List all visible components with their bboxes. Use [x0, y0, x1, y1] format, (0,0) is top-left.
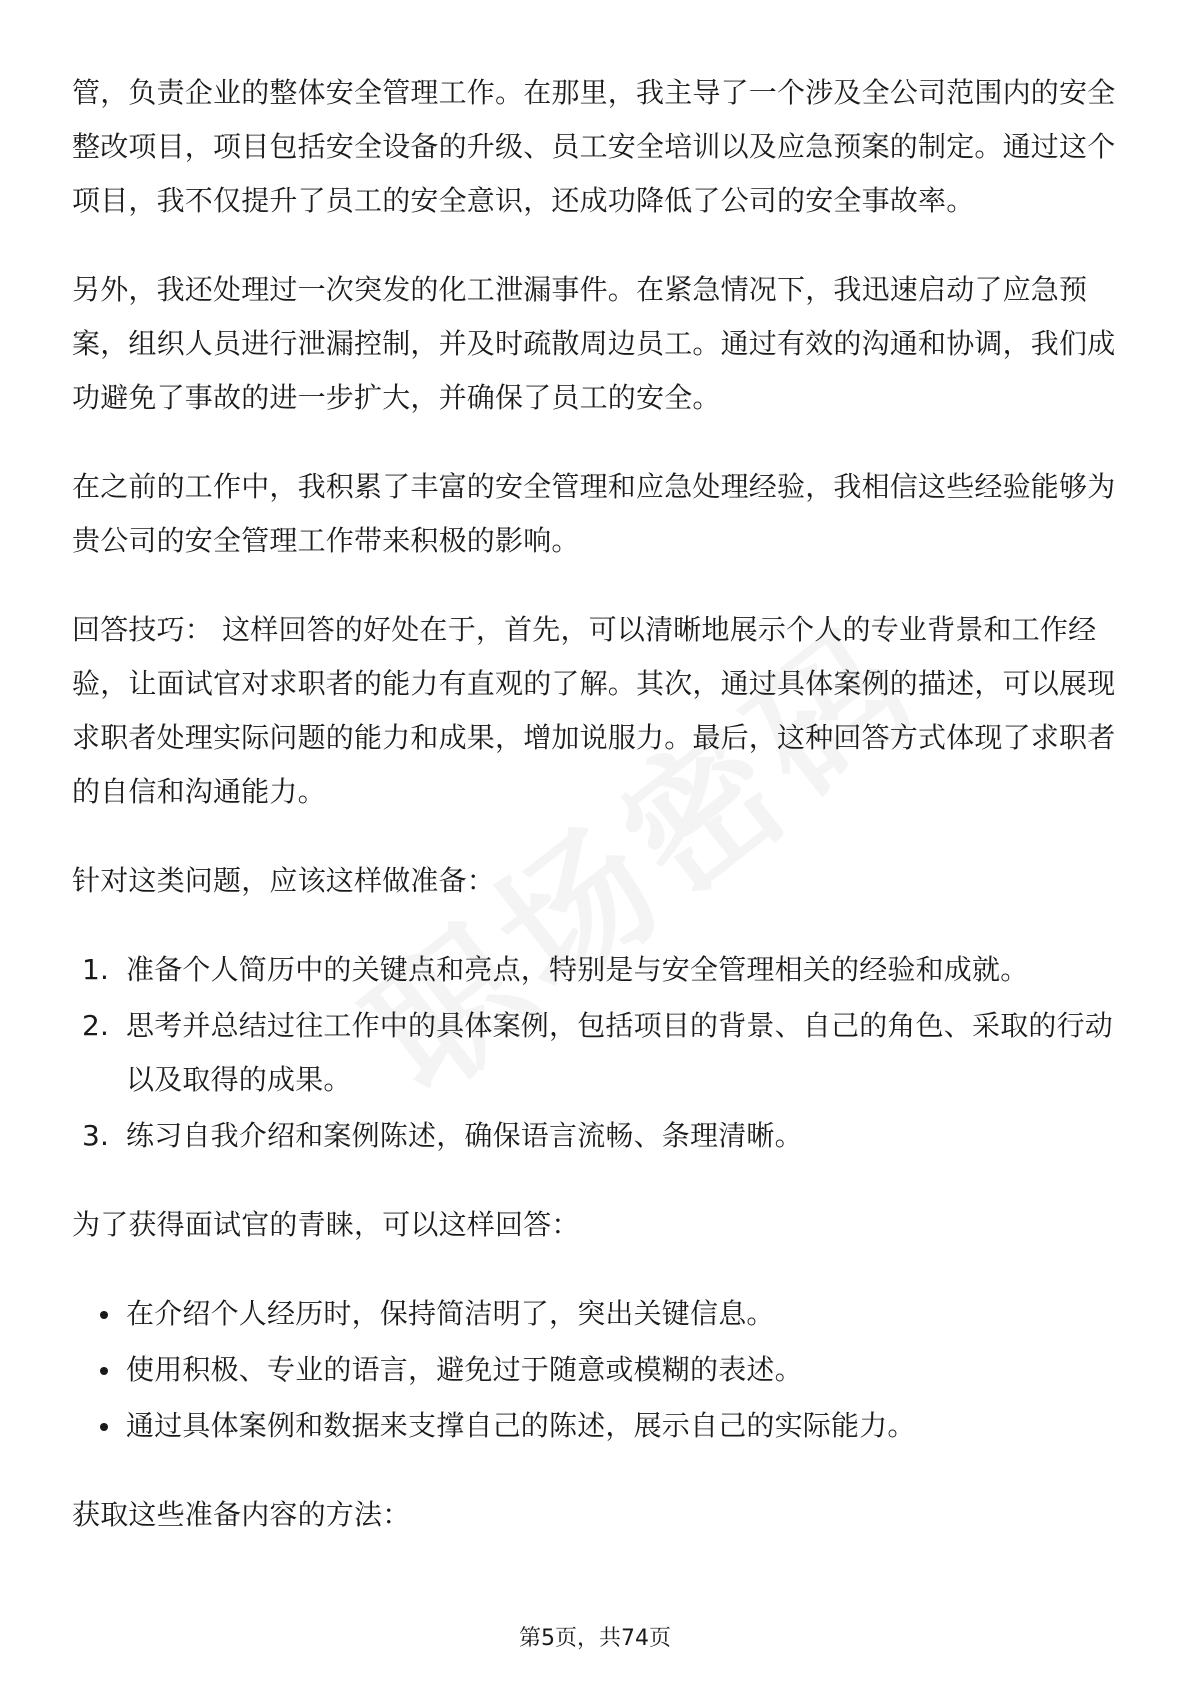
list-item [72, 943, 1118, 997]
list-number: 3. [82, 1119, 110, 1152]
list-item [72, 1343, 1118, 1397]
list-number: 2. [82, 1009, 110, 1042]
list-item [72, 1109, 1118, 1163]
list-item-text: 在介绍个人经历时，保持简洁明了，突出关键信息。 [126, 1297, 775, 1330]
list-number: 1. [82, 953, 110, 986]
bullet-icon [100, 1423, 108, 1431]
paragraph-incident: 另外，我还处理过一次突发的化工泄漏事件。在紧急情况下，我迅速启动了应急预案，组织人员进行泄漏控制，并及时疏散周边员工。通过有效的沟通和协调，我们成功避免了事故的进一步扩大，并确保了员工的安全。 [72, 273, 1116, 414]
list-item-text: 准备个人简历中的关键点和亮点，特别是与安全管理相关的经验和成就。 [126, 953, 1029, 986]
bullet-list [72, 1287, 1118, 1453]
bullet-icon [100, 1311, 108, 1319]
list-item-text: 练习自我介绍和案例陈述，确保语言流畅、条理清晰。 [126, 1119, 803, 1152]
list-item-text: 使用积极、专业的语言，避免过于随意或模糊的表述。 [126, 1353, 803, 1386]
page-number: 第5页，共74页 [519, 1626, 671, 1651]
list-item-text: 思考并总结过往工作中的具体案例，包括项目的背景、自己的角色、采取的行动以及取得的成果。 [126, 1009, 1114, 1096]
paragraph-summary: 在之前的工作中，我积累了丰富的安全管理和应急处理经验，我相信这些经验能够为贵公司的安全管理工作带来积极的影响。 [72, 470, 1116, 557]
document-body [72, 66, 1118, 1577]
numbered-list [72, 943, 1118, 1163]
paragraph-tips: 回答技巧： 这样回答的好处在于，首先，可以清晰地展示个人的专业背景和工作经验，让面试官对求职者的能力有直观的了解。其次，通过具体案例的描述，可以展现求职者处理实际问题的能力和成果，增加说服力。最后，这种回答方式体现了求职者的自信和沟通能力。 [72, 613, 1116, 808]
bullet-icon [100, 1367, 108, 1375]
list-item [72, 1399, 1118, 1453]
paragraph-method-intro: 获取这些准备内容的方法： [72, 1498, 411, 1531]
list-item-text: 通过具体案例和数据来支撑自己的陈述，展示自己的实际能力。 [126, 1409, 916, 1442]
paragraph-answer-intro: 为了获得面试官的青睐，可以这样回答： [72, 1208, 580, 1241]
list-item [72, 1287, 1118, 1341]
paragraph-prep-intro: 针对这类问题，应该这样做准备： [72, 864, 496, 897]
list-item [72, 999, 1118, 1107]
paragraph-experience: 管，负责企业的整体安全管理工作。在那里，我主导了一个涉及全公司范围内的安全整改项目，项目包括安全设备的升级、员工安全培训以及应急预案的制定。通过这个项目，我不仅提升了员工的安全意识，还成功降低了公司的安全事故率。 [72, 76, 1116, 217]
